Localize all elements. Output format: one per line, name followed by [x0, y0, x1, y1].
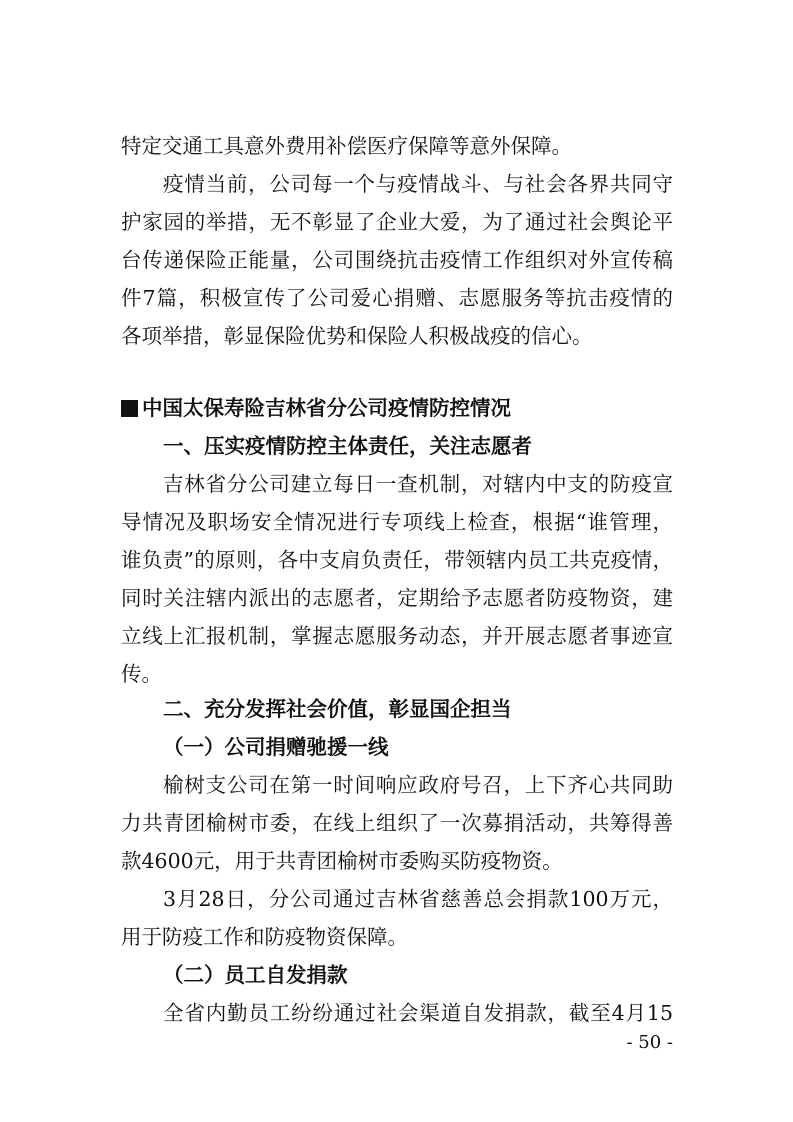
paragraph-line: 全省内勤员工纷纷通过社会渠道自发捐款，截至4月15 — [163, 1001, 673, 1025]
subheading-one: （一）公司捐赠驰援一线 — [163, 735, 389, 759]
section-title — [121, 389, 511, 427]
paragraph-line: 台传递保险正能量，公司围绕抗击疫情工作组织对外宣传稿 — [121, 248, 673, 272]
paragraph-line: 同时关注辖内派出的志愿者，定期给予志愿者防疫物资，建 — [121, 586, 673, 610]
heading-two: 二、充分发挥社会价值，彰显国企担当 — [163, 697, 512, 721]
paragraph-line: 谁负责”的原则，各中支肩负责任，带领辖内员工共克疫情， — [121, 548, 673, 572]
paragraph-line: 款4600元，用于共青团榆树市委购买防疫物资。 — [121, 849, 563, 873]
paragraph-line: 导情况及职场安全情况进行专项线上检查，根据“谁管理， — [121, 510, 673, 534]
square-bullet-icon — [121, 400, 138, 417]
paragraph-line: 立线上汇报机制，掌握志愿服务动态，并开展志愿者事迹宣 — [121, 624, 673, 648]
subheading-two: （二）员工自发捐款 — [163, 963, 348, 987]
paragraph-line: 护家园的举措，无不彰显了企业大爱，为了通过社会舆论平 — [121, 210, 673, 234]
paragraph-line: 件7篇，积极宣传了公司爱心捐赠、志愿服务等抗击疫情的 — [121, 286, 673, 310]
paragraph-line: 各项举措，彰显保险优势和保险人积极战疫的信心。 — [121, 324, 593, 348]
paragraph-line: 榆树支公司在第一时间响应政府号召，上下齐心共同助 — [163, 773, 673, 797]
paragraph-line: 疫情当前，公司每一个与疫情战斗、与社会各界共同守 — [163, 172, 673, 196]
paragraph-line: 用于防疫工作和防疫物资保障。 — [121, 925, 408, 949]
paragraph-line: 3月28日，分公司通过吉林省慈善总会捐款100万元， — [163, 887, 673, 911]
paragraph-line: 力共青团榆树市委，在线上组织了一次募捐活动，共筹得善 — [121, 811, 673, 835]
heading-one: 一、压实疫情防控主体责任，关注志愿者 — [163, 434, 532, 458]
paragraph-line: 传。 — [121, 662, 162, 686]
section-title-text: 中国太保寿险吉林省分公司疫情防控情况 — [142, 396, 511, 420]
paragraph-line: 特定交通工具意外费用补偿医疗保障等意外保障。 — [121, 134, 572, 158]
page-number: - 50 - — [626, 1032, 673, 1053]
paragraph-line: 吉林省分公司建立每日一查机制，对辖内中支的防疫宣 — [163, 472, 673, 496]
